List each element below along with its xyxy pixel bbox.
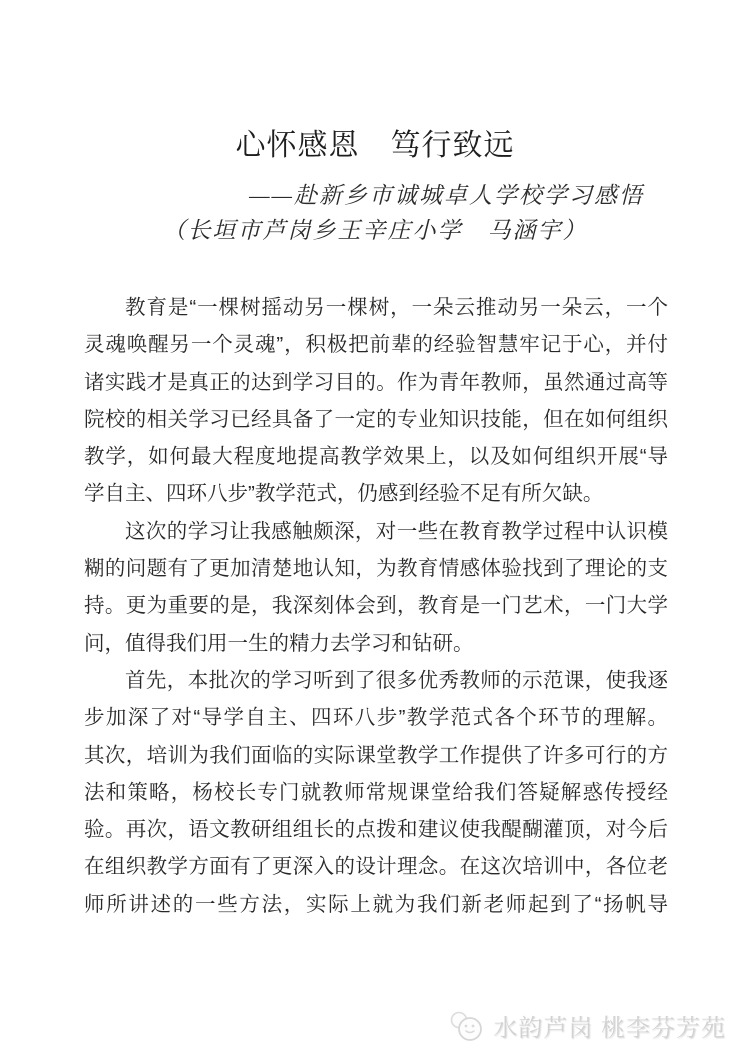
body-line: 验。再次，语文教研组组长的点拨和建议使我醍醐灌顶，对今后	[84, 818, 668, 842]
watermark-text: 水韵芦岗 桃李芬芳苑	[493, 1015, 726, 1042]
paragraph-2	[84, 513, 668, 662]
paragraph-3	[84, 662, 668, 923]
paragraph-1	[84, 289, 668, 513]
body-line: 学自主、四环八步”教学范式，仍感到经验不足有所欠缺。	[84, 482, 604, 506]
watermark	[449, 1008, 726, 1043]
body-line: 这次的学习让我感触颇深，对一些在教育教学过程中认识模	[125, 519, 668, 543]
body-line: 院校的相关学习已经具备了一定的专业知识技能，但在如何组织	[84, 407, 668, 431]
document-subtitle: ——赴新乡市诚城卓人学校学习感悟	[249, 183, 644, 208]
document-title: 心怀感恩 笃行致远	[235, 129, 515, 162]
author-line: （长垣市芦岗乡王辛庄小学 马涵宇）	[162, 218, 588, 243]
body-line: 师所讲述的一些方法，实际上就为我们新老师起到了“扬帆导	[84, 892, 668, 916]
body-line: 其次，培训为我们面临的实际课堂教学工作提供了许多可行的方	[84, 743, 668, 767]
body-line: 法和策略，杨校长专门就教师常规课堂给我们答疑解惑传授经	[84, 780, 668, 804]
body-line: 步加深了对“导学自主、四环八步”教学范式各个环节的理解。	[84, 706, 668, 730]
body-line: 灵魂唤醒另一个灵魂”，积极把前辈的经验智慧牢记于心，并付	[84, 333, 668, 357]
mascot-logo-icon	[449, 1009, 487, 1043]
body-line: 在组织教学方面有了更深入的设计理念。在这次培训中，各位老	[84, 855, 668, 879]
body-line: 首先，本批次的学习听到了很多优秀教师的示范课，使我逐	[125, 668, 668, 692]
body-line: 教育是“一棵树摇动另一棵树，一朵云推动另一朵云，一个	[125, 296, 668, 319]
body-line: 持。更为重要的是，我深刻体会到，教育是一门艺术，一门大学	[84, 594, 668, 618]
body-line: 教学，如何最大程度地提高教学效果上，以及如何组织开展“导	[84, 445, 668, 469]
body-line: 诸实践才是真正的达到学习目的。作为青年教师，虽然通过高等	[84, 370, 668, 394]
body-line: 问，值得我们用一生的精力去学习和钻研。	[84, 631, 474, 655]
body-text	[84, 289, 668, 923]
body-line: 糊的问题有了更加清楚地认知，为教育情感体验找到了理论的支	[84, 557, 668, 581]
